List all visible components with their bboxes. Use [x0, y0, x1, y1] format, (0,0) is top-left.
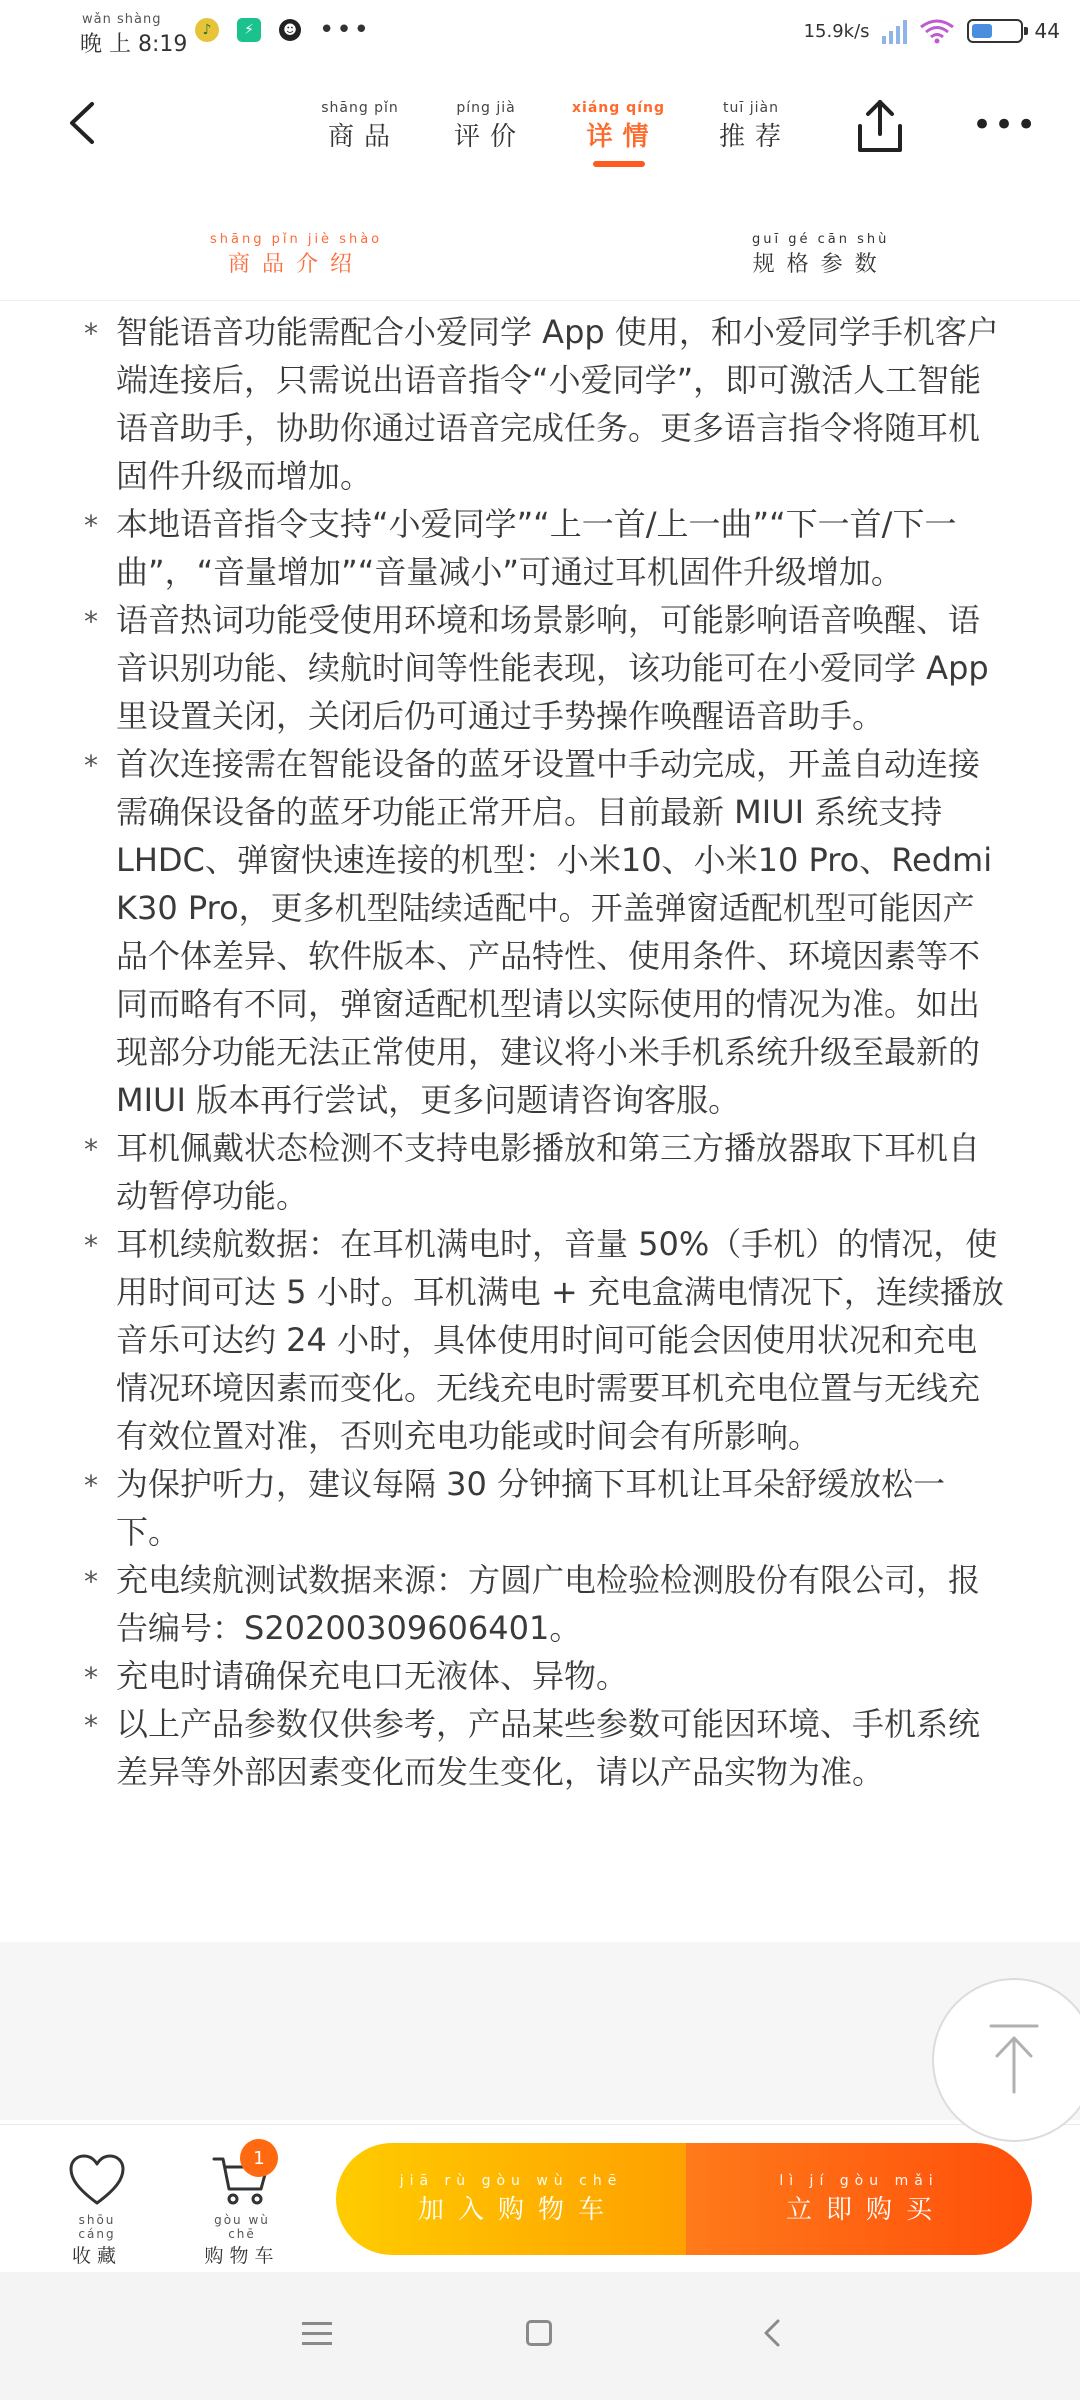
note-text: 耳机佩戴状态检测不支持电影播放和第三方播放器取下耳机自动暂停功能。	[116, 1129, 981, 1215]
buy-now-label: 立即购买	[785, 2194, 946, 2225]
tab-recommend[interactable]	[711, 100, 791, 167]
heart-icon	[68, 2153, 126, 2207]
active-tab-indicator	[593, 161, 645, 167]
cart-pinyin: gòu wù chē	[214, 2213, 270, 2241]
list-item: * 本地语音指令支持“小爱同学”“上一首/上一曲”“下一首/下一曲”，“音量增加”“音量减小”可通过耳机固件升级增加。	[84, 505, 957, 591]
list-item: * 耳机续航数据：在耳机满电时，音量 50%（手机）的情况，使用时间可达 5 小时。耳机满电 + 充电盒满电情况下，连续播放音乐可达约 24 小时，具体使用时间可能会因使用状况和充电情况环境因素而变化。无线充电时需要耳机充电位置与无线充有效位置对准，否则充电功能或时间会有所影响。	[84, 1225, 1004, 1455]
sub-tabs	[0, 192, 1080, 301]
cart-label: 购物车	[204, 2245, 280, 2267]
subtab-label: 规格参数	[752, 252, 889, 277]
list-item: * 智能语音功能需配合小爱同学 App 使用，和小爱同学手机客户端连接后，只需说出语音指令“小爱同学”，即可激活人工智能语音助手，协助你通过语音完成任务。更多语言指令将随耳机固件升级而增加。	[84, 313, 999, 495]
bottom-action-bar	[0, 2124, 1080, 2273]
note-text: 为保护听力，建议每隔 30 分钟摘下耳机让耳朵舒缓放松一下。	[116, 1465, 946, 1551]
tab-pinyin: xiáng qíng	[572, 100, 665, 116]
share-icon[interactable]	[852, 96, 908, 156]
tab-details[interactable]	[572, 100, 665, 167]
battery-level: 44	[1034, 19, 1060, 43]
subtab-pinyin: guī gé cān shù	[752, 232, 890, 247]
status-time-text: 晚 上 8:19	[80, 32, 188, 57]
tab-label: 评价	[454, 122, 527, 152]
add-to-cart-label: 加入购物车	[417, 2194, 618, 2225]
battery-icon	[967, 19, 1023, 43]
arrow-up-icon	[979, 2020, 1049, 2100]
subtab-label: 商品介绍	[228, 252, 365, 277]
lightning-app-icon: ⚡	[237, 18, 261, 42]
tab-label: 推荐	[718, 122, 791, 152]
favorite-pinyin: shōu cáng	[78, 2213, 116, 2241]
tab-label: 商品	[328, 122, 401, 152]
music-app-icon: ♪	[195, 18, 219, 42]
subtab-product-intro[interactable]	[210, 232, 382, 278]
content-footer-area	[0, 1942, 1080, 2120]
product-details-content[interactable]	[0, 300, 1080, 2120]
tab-pinyin: tuī jiàn	[723, 100, 779, 116]
note-text: 充电续航测试数据来源：方圆广电检验检测股份有限公司，报告编号：S20200309606401。	[116, 1561, 981, 1647]
list-item: * 首次连接需在智能设备的蓝牙设置中手动完成，开盖自动连接需确保设备的蓝牙功能正常开启。目前最新 MIUI 系统支持 LHDC、弹窗快速连接的机型：小米10、小米10 Pro、Redmi K30 Pro，更多机型陆续适配中。开盖弹窗适配机型可能因产品个体差异、软件版本、产品特性、使用条件、环境因素等不同而略有不同，弹窗适配机型请以实际使用的情况为准。如出现部分功能无法正常使用，建议将小米手机系统升级至最新的 MIUI 版本再行尝试，更多问题请咨询客服。	[84, 745, 993, 1119]
menu-icon[interactable]	[302, 2322, 332, 2352]
status-bar	[0, 0, 1080, 62]
status-right	[804, 18, 1060, 44]
signal-icon	[882, 18, 907, 44]
system-back-icon[interactable]	[758, 2318, 788, 2348]
system-nav-bar	[0, 2272, 1080, 2400]
note-text: 本地语音指令支持“小爱同学”“上一首/上一曲”“下一首/下一曲”，“音量增加”“音量减小”可通过耳机固件升级增加。	[116, 505, 957, 591]
nav-tabs	[320, 100, 791, 167]
buy-now-pinyin: lì jí gòu mǎi	[779, 2172, 939, 2189]
notes-list	[84, 308, 1004, 1796]
face-app-icon: ☻	[279, 19, 301, 41]
note-text: 以上产品参数仅供参考，产品某些参数可能因环境、手机系统差异等外部因素变化而发生变化，请以产品实物为准。	[116, 1705, 981, 1791]
list-item: * 为保护听力，建议每隔 30 分钟摘下耳机让耳朵舒缓放松一下。	[84, 1465, 946, 1551]
tab-pinyin: shāng pǐn	[321, 100, 399, 116]
note-text: 语音热词功能受使用环境和场景影响，可能影响语音唤醒、语音识别功能、续航时间等性能表现，该功能可在小爱同学 App 里设置关闭，关闭后仍可通过手势操作唤醒语音助手。	[116, 601, 989, 735]
tab-reviews[interactable]	[446, 100, 526, 167]
net-speed: 15.9k/s	[803, 20, 870, 42]
add-to-cart-pinyin: jiā rù gòu wù chē	[399, 2172, 623, 2189]
wifi-icon	[919, 18, 955, 44]
status-time	[80, 12, 187, 58]
tab-pinyin: píng jià	[456, 100, 516, 116]
notification-icons	[195, 15, 372, 45]
note-text: 耳机续航数据：在耳机满电时，音量 50%（手机）的情况，使用时间可达 5 小时。耳机满电 + 充电盒满电情况下，连续播放音乐可达约 24 小时，具体使用时间可能会因使用状况和充电情况环境因素而变化。无线充电时需要耳机充电位置与无线充有效位置对准，否则充电功能或时间会有所影响。	[116, 1225, 1004, 1455]
top-nav	[0, 62, 1080, 192]
buy-now-button[interactable]	[686, 2143, 1032, 2255]
more-icon[interactable]: •••	[972, 105, 1039, 145]
tab-product[interactable]	[320, 100, 400, 167]
list-item: * 充电续航测试数据来源：方圆广电检验检测股份有限公司，报告编号：S20200309606401。	[84, 1561, 981, 1647]
home-icon[interactable]	[526, 2320, 552, 2346]
note-text: 首次连接需在智能设备的蓝牙设置中手动完成，开盖自动连接需确保设备的蓝牙功能正常开启。目前最新 MIUI 系统支持 LHDC、弹窗快速连接的机型：小米10、小米10 Pro、Redmi K30 Pro，更多机型陆续适配中。开盖弹窗适配机型可能因产品个体差异、软件版本、产品特性、使用条件、环境因素等不同而略有不同，弹窗适配机型请以实际使用的情况为准。如出现部分功能无法正常使用，建议将小米手机系统升级至最新的 MIUI 版本再行尝试，更多问题请咨询客服。	[116, 745, 993, 1119]
purchase-actions	[336, 2143, 1032, 2255]
more-notifications-icon: •••	[319, 15, 372, 45]
back-arrow-icon[interactable]	[62, 100, 108, 146]
status-time-pinyin: wǎn shàng	[82, 12, 162, 27]
note-text: 智能语音功能需配合小爱同学 App 使用，和小爱同学手机客户端连接后，只需说出语音指令“小爱同学”，即可激活人工智能语音助手，协助你通过语音完成任务。更多语言指令将随耳机固件升级而增加。	[116, 313, 999, 495]
list-item: * 语音热词功能受使用环境和场景影响，可能影响语音唤醒、语音识别功能、续航时间等性能表现，该功能可在小爱同学 App 里设置关闭，关闭后仍可通过手势操作唤醒语音助手。	[84, 601, 989, 735]
list-item: * 耳机佩戴状态检测不支持电影播放和第三方播放器取下耳机自动暂停功能。	[84, 1129, 981, 1215]
subtab-pinyin: shāng pǐn jiè shào	[210, 232, 383, 247]
add-to-cart-button[interactable]	[336, 2143, 686, 2255]
favorite-label: 收藏	[71, 2245, 122, 2267]
favorite-button[interactable]	[62, 2153, 132, 2268]
list-item: * 以上产品参数仅供参考，产品某些参数可能因环境、手机系统差异等外部因素变化而发生变化，请以产品实物为准。	[84, 1705, 981, 1791]
cart-count-badge: 1	[240, 2139, 278, 2177]
tab-label: 详情	[586, 122, 659, 152]
subtab-specs[interactable]	[752, 232, 889, 278]
note-text: 充电时请确保充电口无液体、异物。	[116, 1657, 629, 1695]
list-item: * 充电时请确保充电口无液体、异物。	[84, 1657, 629, 1695]
